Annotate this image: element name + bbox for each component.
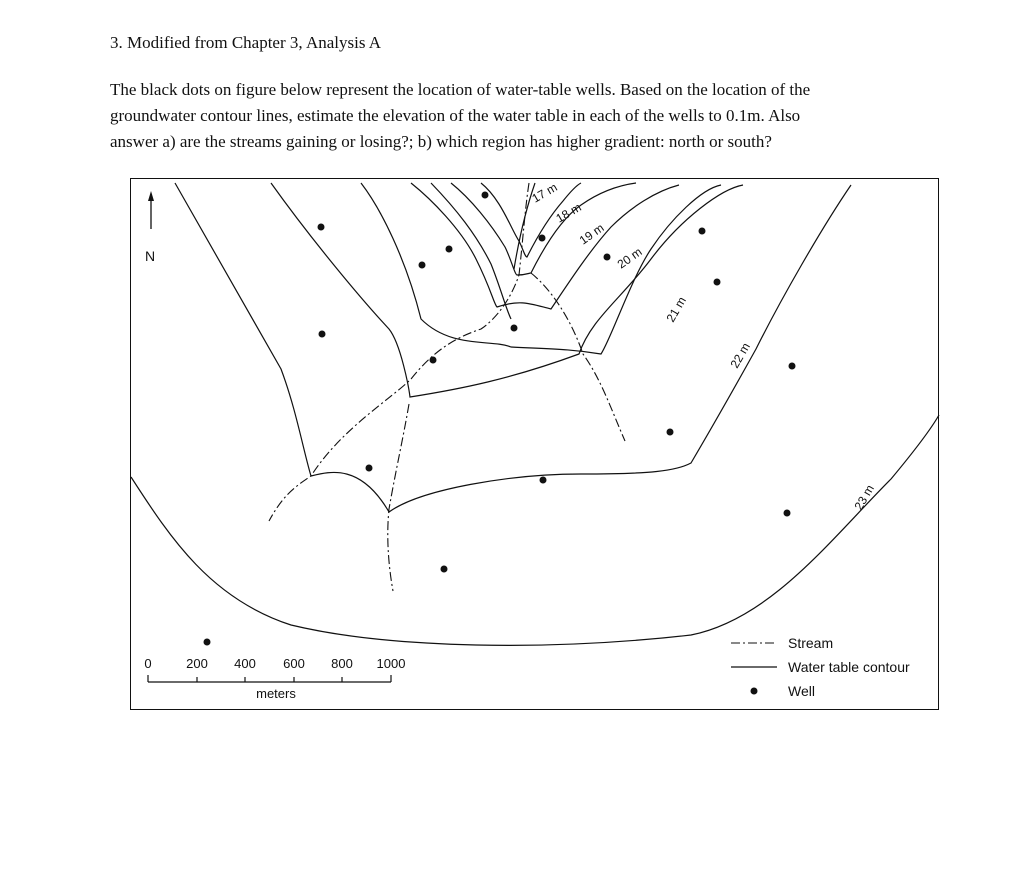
- well: [699, 228, 706, 235]
- scale-tick-label: 600: [283, 656, 305, 671]
- contour-20m: [361, 183, 721, 354]
- legend-contour-label: Water table contour: [788, 659, 910, 675]
- question-line-1: The black dots on figure below represent the location of water-table wells. Based on the location of the: [110, 80, 811, 99]
- scale-tick-label: 200: [186, 656, 208, 671]
- stream-south: [388, 404, 409, 591]
- well: [604, 254, 611, 261]
- label-23m: 23 m: [851, 482, 877, 513]
- well: [446, 246, 453, 253]
- scale-tick-label: 0: [144, 656, 152, 671]
- problem-heading: 3. Modified from Chapter 3, Analysis A: [110, 33, 382, 52]
- well: [540, 477, 547, 484]
- well: [482, 192, 489, 199]
- scale-bar: [144, 656, 405, 701]
- contour-19m: [411, 183, 679, 309]
- legend-well-swatch: [751, 688, 758, 695]
- well-points: [204, 192, 796, 646]
- scale-tick-label: 1000: [376, 656, 406, 671]
- well: [789, 363, 796, 370]
- label-21m: 21 m: [663, 294, 689, 325]
- well: [204, 639, 211, 646]
- problem-question: [110, 77, 955, 155]
- label-18m: 18 m: [553, 200, 584, 226]
- well: [430, 357, 437, 364]
- stream-lines: [269, 183, 625, 591]
- contour-map: [131, 179, 940, 711]
- well: [319, 331, 326, 338]
- scale-tick-label: 800: [331, 656, 353, 671]
- question-line-2: groundwater contour lines, estimate the elevation of the water table in each of the wells to 0.1m. Also: [110, 106, 801, 125]
- well: [784, 510, 791, 517]
- well: [511, 325, 518, 332]
- stream-east: [531, 273, 625, 441]
- label-17m: 17 m: [529, 180, 560, 206]
- well: [667, 429, 674, 436]
- legend-well-label: Well: [788, 683, 815, 699]
- well: [318, 224, 325, 231]
- north-label: N: [145, 248, 156, 264]
- well: [714, 279, 721, 286]
- contour-lines: [131, 183, 939, 645]
- label-19m: 19 m: [576, 220, 607, 248]
- well: [419, 262, 426, 269]
- contour-map-figure: [130, 178, 939, 710]
- north-arrow-icon: [148, 191, 154, 229]
- scale-tick-label: 400: [234, 656, 256, 671]
- contour-21m: [271, 183, 743, 397]
- stream-main: [269, 183, 529, 521]
- well: [366, 465, 373, 472]
- label-20m: 20 m: [614, 244, 645, 272]
- well: [539, 235, 546, 242]
- scale-unit-label: meters: [256, 686, 296, 701]
- question-line-3: answer a) are the streams gaining or losing?; b) which region has higher gradient: north or south?: [110, 132, 772, 151]
- legend-stream-label: Stream: [788, 635, 834, 651]
- label-22m: 22 m: [727, 340, 753, 371]
- legend: [731, 635, 910, 699]
- well: [441, 566, 448, 573]
- contour-23m: [131, 415, 939, 645]
